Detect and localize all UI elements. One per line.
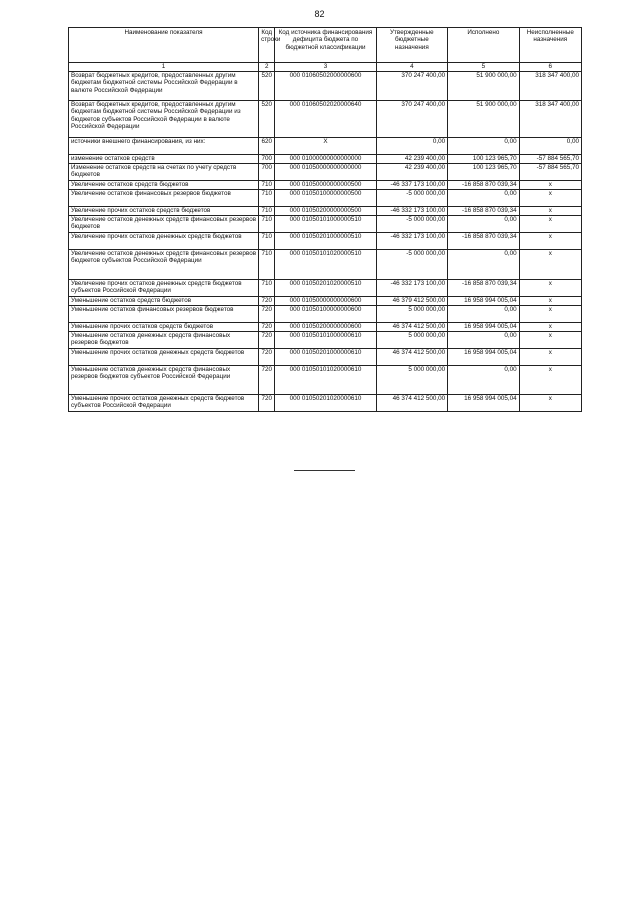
row-approved: -5 000 000,00 — [376, 216, 448, 233]
row-not-executed: x — [519, 181, 581, 190]
row-name: источники внешнего финансирования, из них: — [69, 138, 259, 155]
footnote-divider — [294, 470, 355, 471]
row-name: Уменьшение остатков средств бюджетов — [69, 297, 259, 306]
row-approved: 5 000 000,00 — [376, 332, 448, 349]
row-source-code: 000 01050201000000510 — [275, 233, 376, 250]
row-line-code: 710 — [259, 216, 275, 233]
page-number: 82 — [314, 9, 325, 19]
row-name: Уменьшение прочих остатков денежных средств бюджетов субъектов Российской Федерации — [69, 395, 259, 412]
row-name: изменение остатков средств — [69, 155, 259, 164]
row-line-code: 620 — [259, 138, 275, 155]
row-approved: 370 247 400,00 — [376, 101, 448, 138]
row-name: Увеличение прочих остатков денежных средств бюджетов субъектов Российской Федерации — [69, 280, 259, 297]
row-executed: -16 858 870 039,34 — [448, 207, 520, 216]
column-number: 4 — [376, 63, 448, 72]
row-source-code: 000 01050100000000600 — [275, 306, 376, 323]
row-executed: 0,00 — [448, 190, 520, 207]
row-line-code: 710 — [259, 233, 275, 250]
table-row — [69, 280, 582, 297]
row-line-code: 710 — [259, 207, 275, 216]
row-name: Увеличение остатков финансовых резервов бюджетов — [69, 190, 259, 207]
row-not-executed: x — [519, 216, 581, 233]
row-approved: 5 000 000,00 — [376, 366, 448, 395]
row-line-code: 720 — [259, 366, 275, 395]
row-source-code: 000 01050100000000500 — [275, 190, 376, 207]
row-approved: 46 374 412 500,00 — [376, 323, 448, 332]
row-source-code: 000 01050000000000000 — [275, 164, 376, 181]
table-row — [69, 233, 582, 250]
column-number: 1 — [69, 63, 259, 72]
row-source-code: 000 01050201020000510 — [275, 280, 376, 297]
row-source-code: 000 01000000000000000 — [275, 155, 376, 164]
row-source-code: 000 01050000000000600 — [275, 297, 376, 306]
table-row — [69, 101, 582, 138]
row-line-code: 710 — [259, 190, 275, 207]
row-not-executed: -57 884 565,70 — [519, 164, 581, 181]
row-name: Увеличение прочих остатков средств бюджетов — [69, 207, 259, 216]
row-not-executed: x — [519, 297, 581, 306]
row-name: Уменьшение остатков финансовых резервов бюджетов — [69, 306, 259, 323]
row-source-code: 000 01050101020000610 — [275, 366, 376, 395]
row-line-code: 710 — [259, 280, 275, 297]
column-number: 5 — [448, 63, 520, 72]
header-not-executed: Неисполненные назначения — [519, 28, 581, 63]
row-source-code: 000 01060502000000600 — [275, 72, 376, 101]
row-not-executed: 0,00 — [519, 138, 581, 155]
row-executed: 16 958 994 005,04 — [448, 395, 520, 412]
row-not-executed: x — [519, 349, 581, 366]
row-not-executed: x — [519, 323, 581, 332]
row-executed: 0,00 — [448, 216, 520, 233]
table-row — [69, 366, 582, 395]
row-executed: 16 958 994 005,04 — [448, 297, 520, 306]
row-line-code: 720 — [259, 306, 275, 323]
row-name: Уменьшение остатков денежных средств финансовых резервов бюджетов субъектов Российской Федерации — [69, 366, 259, 395]
row-source-code: 000 01050101000000510 — [275, 216, 376, 233]
row-executed: 51 900 000,00 — [448, 101, 520, 138]
table-row — [69, 138, 582, 155]
row-line-code: 520 — [259, 101, 275, 138]
table-row — [69, 190, 582, 207]
header-approved: Утвержденные бюджетные назначения — [376, 28, 448, 63]
row-name: Увеличение остатков денежных средств финансовых резервов бюджетов — [69, 216, 259, 233]
row-source-code: 000 01060502020000640 — [275, 101, 376, 138]
row-approved: 370 247 400,00 — [376, 72, 448, 101]
header-executed: Исполнено — [448, 28, 520, 63]
row-line-code: 710 — [259, 181, 275, 190]
row-source-code: X — [275, 138, 376, 155]
row-approved: 46 374 412 500,00 — [376, 349, 448, 366]
table-row — [69, 216, 582, 233]
row-source-code: 000 01050200000000500 — [275, 207, 376, 216]
row-name: Увеличение прочих остатков денежных средств бюджетов — [69, 233, 259, 250]
column-number: 6 — [519, 63, 581, 72]
header-name: Наименование показателя — [69, 28, 259, 63]
row-not-executed: x — [519, 207, 581, 216]
row-source-code: 000 01050101020000510 — [275, 250, 376, 280]
row-approved: 5 000 000,00 — [376, 306, 448, 323]
table-header-row — [69, 28, 582, 63]
column-number-row — [69, 63, 582, 72]
table-row — [69, 207, 582, 216]
header-source-code: Код источника финансирования дефицита бюджета по бюджетной классификации — [275, 28, 376, 63]
row-line-code: 520 — [259, 72, 275, 101]
table-row — [69, 297, 582, 306]
row-approved: 46 379 412 500,00 — [376, 297, 448, 306]
table-row — [69, 332, 582, 349]
row-source-code: 000 01050201000000610 — [275, 349, 376, 366]
table-row — [69, 349, 582, 366]
table-row — [69, 155, 582, 164]
table-row — [69, 164, 582, 181]
row-source-code: 000 01050200000000600 — [275, 323, 376, 332]
row-executed: -16 858 870 039,34 — [448, 233, 520, 250]
row-not-executed: x — [519, 395, 581, 412]
table-row — [69, 323, 582, 332]
row-name: Изменение остатков средств на счетах по учету средств бюджетов — [69, 164, 259, 181]
row-line-code: 720 — [259, 332, 275, 349]
row-executed: 16 958 994 005,04 — [448, 323, 520, 332]
financing-sources-table — [68, 27, 582, 412]
row-approved: 42 239 400,00 — [376, 164, 448, 181]
table-row — [69, 72, 582, 101]
row-approved: -5 000 000,00 — [376, 250, 448, 280]
row-not-executed: -57 884 565,70 — [519, 155, 581, 164]
row-approved: 42 239 400,00 — [376, 155, 448, 164]
row-executed: -16 858 870 039,34 — [448, 280, 520, 297]
row-not-executed: x — [519, 233, 581, 250]
row-executed: 0,00 — [448, 332, 520, 349]
row-approved: -5 000 000,00 — [376, 190, 448, 207]
header-line-code: Код строки — [259, 28, 275, 63]
row-not-executed: x — [519, 280, 581, 297]
row-not-executed: 318 347 400,00 — [519, 101, 581, 138]
row-name: Увеличение остатков средств бюджетов — [69, 181, 259, 190]
row-name: Увеличение остатков денежных средств финансовых резервов бюджетов субъектов Российской Федерации — [69, 250, 259, 280]
row-approved: -46 332 173 100,00 — [376, 207, 448, 216]
row-executed: 0,00 — [448, 138, 520, 155]
row-line-code: 720 — [259, 323, 275, 332]
row-source-code: 000 01050201020000610 — [275, 395, 376, 412]
row-source-code: 000 01050101000000610 — [275, 332, 376, 349]
column-number: 2 — [259, 63, 275, 72]
row-name: Уменьшение прочих остатков денежных средств бюджетов — [69, 349, 259, 366]
table-row — [69, 306, 582, 323]
row-line-code: 720 — [259, 297, 275, 306]
row-executed: 0,00 — [448, 366, 520, 395]
row-name: Возврат бюджетных кредитов, предоставленных другим бюджетам бюджетной системы Российской Федерации из бюджетов субъектов Российской Федерации в валюте Российской Федерации — [69, 101, 259, 138]
row-executed: -16 858 870 039,34 — [448, 181, 520, 190]
row-not-executed: x — [519, 250, 581, 280]
row-executed: 100 123 965,70 — [448, 155, 520, 164]
row-not-executed: x — [519, 306, 581, 323]
row-name: Уменьшение прочих остатков средств бюджетов — [69, 323, 259, 332]
table-row — [69, 181, 582, 190]
table-row — [69, 395, 582, 412]
row-executed: 16 958 994 005,04 — [448, 349, 520, 366]
row-line-code: 700 — [259, 164, 275, 181]
column-number: 3 — [275, 63, 376, 72]
table-row — [69, 250, 582, 280]
row-name: Возврат бюджетных кредитов, предоставленных другим бюджетам бюджетной системы Российской Федерации в валюте Российской Федерации — [69, 72, 259, 101]
row-executed: 51 900 000,00 — [448, 72, 520, 101]
row-approved: -46 332 173 100,00 — [376, 233, 448, 250]
row-line-code: 720 — [259, 349, 275, 366]
row-line-code: 700 — [259, 155, 275, 164]
row-not-executed: x — [519, 190, 581, 207]
row-executed: 0,00 — [448, 306, 520, 323]
row-executed: 0,00 — [448, 250, 520, 280]
row-approved: -46 332 173 100,00 — [376, 280, 448, 297]
row-line-code: 710 — [259, 250, 275, 280]
row-not-executed: x — [519, 332, 581, 349]
row-line-code: 720 — [259, 395, 275, 412]
row-source-code: 000 01050000000000500 — [275, 181, 376, 190]
row-executed: 100 123 965,70 — [448, 164, 520, 181]
row-not-executed: 318 347 400,00 — [519, 72, 581, 101]
row-name: Уменьшение остатков денежных средств финансовых резервов бюджетов — [69, 332, 259, 349]
row-approved: -46 337 173 100,00 — [376, 181, 448, 190]
row-not-executed: x — [519, 366, 581, 395]
row-approved: 46 374 412 500,00 — [376, 395, 448, 412]
row-approved: 0,00 — [376, 138, 448, 155]
